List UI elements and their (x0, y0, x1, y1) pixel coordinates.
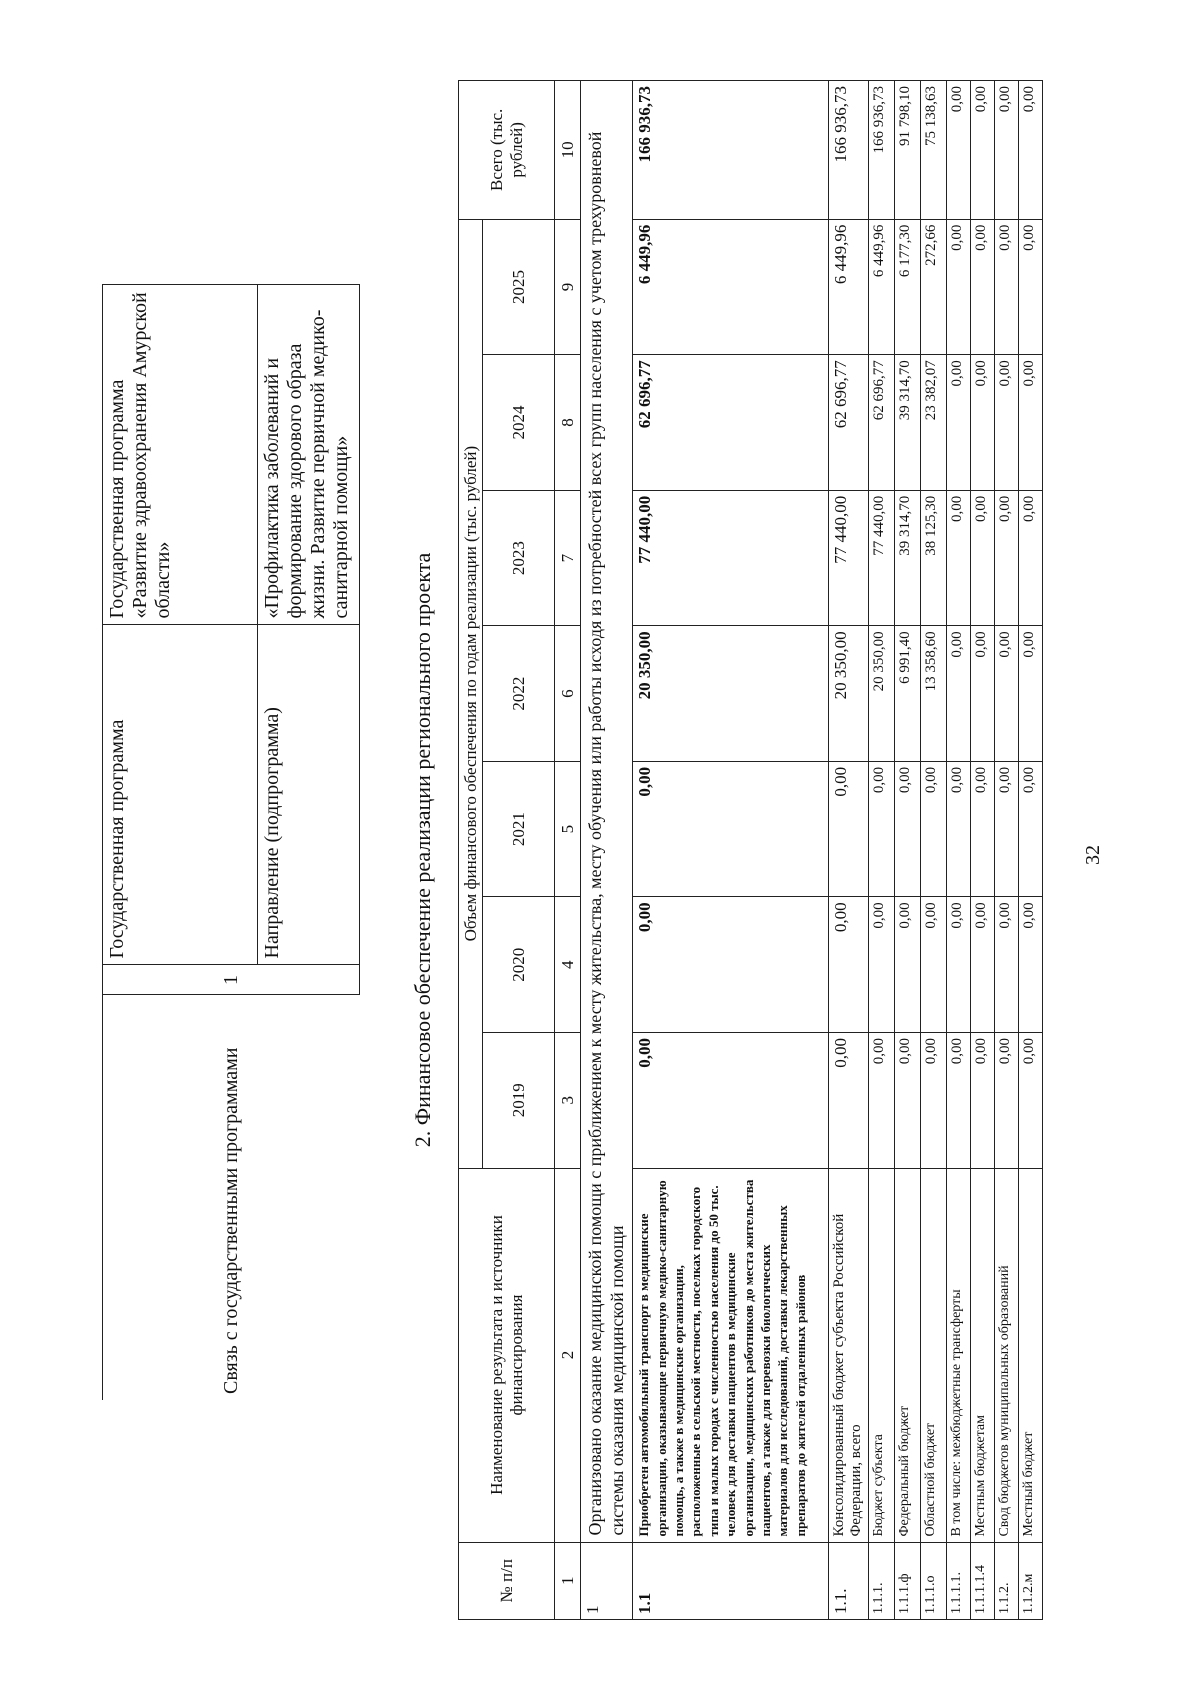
row-value: 38 125,30 (921, 490, 947, 626)
row-num: 1.1. (829, 1542, 869, 1619)
row-value: 20 350,00 (869, 626, 895, 762)
row-value: 0,00 (633, 1032, 829, 1168)
table-row (947, 81, 971, 1620)
row-value: 0,00 (971, 626, 995, 762)
row-value: 0,00 (971, 490, 995, 626)
row-name: В том числе: межбюджетные трансферты (947, 1168, 971, 1542)
row-name: Бюджет субъекта (869, 1168, 895, 1542)
table-row (921, 81, 947, 1620)
table-row (829, 81, 869, 1620)
result-row (633, 81, 829, 1620)
row-value: 0,00 (995, 761, 1019, 897)
row-value: 0,00 (633, 761, 829, 897)
header-total: Всего (тыс. рублей) (459, 81, 555, 220)
header-year: 2021 (483, 761, 555, 897)
column-index: 9 (555, 219, 581, 355)
row-value: 0,00 (1019, 761, 1043, 897)
column-index: 3 (555, 1032, 581, 1168)
header-year: 2024 (483, 355, 555, 491)
row-value: 0,00 (947, 219, 971, 355)
row-value: 0,00 (995, 490, 1019, 626)
row-value: 0,00 (829, 1032, 869, 1168)
row-value: 0,00 (1019, 490, 1043, 626)
row-value: 0,00 (829, 897, 869, 1033)
row-value: 62 696,77 (829, 355, 869, 491)
row-value: 0,00 (895, 897, 921, 1033)
row-num: 1.1.2.м (1019, 1542, 1043, 1619)
row-value: 0,00 (995, 1032, 1019, 1168)
goal-num: 1 (581, 1542, 633, 1619)
row-value: 0,00 (947, 355, 971, 491)
row-value: 6 449,96 (633, 219, 829, 355)
row-value: 0,00 (921, 761, 947, 897)
column-index: 6 (555, 626, 581, 762)
header-name: Наименование результата и источники финансирования (459, 1168, 555, 1542)
row-value: 166 936,73 (829, 81, 869, 220)
row-value: 91 798,10 (895, 81, 921, 220)
table-row (971, 81, 995, 1620)
row-value: 272,66 (921, 219, 947, 355)
row-value: 0,00 (921, 897, 947, 1033)
row-name: Консолидированный бюджет субъекта Российской Федерации, всего (829, 1168, 869, 1542)
section-title: 2. Финансовое обеспечение реализации регионального проекта (410, 552, 435, 1148)
row-value: 0,00 (1019, 897, 1043, 1033)
row-name: Свод бюджетов муниципальных образований (995, 1168, 1019, 1542)
row-value: 6 991,40 (895, 626, 921, 762)
column-index: 5 (555, 761, 581, 897)
row-value: 0,00 (895, 761, 921, 897)
header-volume: Объем финансового обеспечения по годам реализации (тыс. рублей) (459, 219, 483, 1168)
row-value: 6 449,96 (869, 219, 895, 355)
row-value: 0,00 (633, 897, 829, 1033)
header-year: 2019 (483, 1032, 555, 1168)
goal-row (581, 81, 633, 1620)
program-link-value: Государственная программа «Развитие здравоохранения Амурской области» (103, 285, 258, 625)
row-value: 0,00 (971, 1032, 995, 1168)
column-index: 10 (555, 81, 581, 220)
row-value: 0,00 (947, 761, 971, 897)
program-link-key: Направление (подпрограмма) (258, 625, 360, 965)
row-value: 77 440,00 (633, 490, 829, 626)
row-value: 0,00 (971, 761, 995, 897)
row-value: 0,00 (971, 355, 995, 491)
row-value: 20 350,00 (829, 626, 869, 762)
row-value: 39 314,70 (895, 355, 921, 491)
column-index: 8 (555, 355, 581, 491)
row-value: 23 382,07 (921, 355, 947, 491)
column-index: 7 (555, 490, 581, 626)
row-value: 6 449,96 (829, 219, 869, 355)
row-value: 0,00 (971, 81, 995, 220)
table-row (895, 81, 921, 1620)
header-year: 2025 (483, 219, 555, 355)
row-value: 0,00 (971, 897, 995, 1033)
row-value: 75 138,63 (921, 81, 947, 220)
row-value: 20 350,00 (633, 626, 829, 762)
row-value: 0,00 (869, 897, 895, 1033)
header-year: 2023 (483, 490, 555, 626)
program-link-value: «Профилактика заболеваний и формирование здорового образа жизни. Развитие первичной медико-санитарной помощи» (258, 285, 360, 625)
row-value: 13 358,60 (921, 626, 947, 762)
row-value: 39 314,70 (895, 490, 921, 626)
row-value: 0,00 (829, 761, 869, 897)
row-value: 0,00 (947, 897, 971, 1033)
row-name: Местным бюджетам (971, 1168, 995, 1542)
row-value: 0,00 (995, 626, 1019, 762)
row-value: 0,00 (995, 81, 1019, 220)
row-value: 0,00 (869, 1032, 895, 1168)
row-value: 0,00 (1019, 355, 1043, 491)
header-year: 2022 (483, 626, 555, 762)
column-index: 4 (555, 897, 581, 1033)
row-value: 0,00 (921, 1032, 947, 1168)
program-link-key: Государственная программа (103, 625, 258, 965)
header-num: № п/п (459, 1542, 555, 1619)
column-index-row (555, 81, 581, 1620)
row-value: 0,00 (1019, 219, 1043, 355)
goal-text: Организовано оказание медицинской помощи с приближением к месту жительства, месту обучения или работы исходя из потребностей всех групп населения с учетом трехуровневой системы оказания медицинской помощи (581, 81, 633, 1543)
row-value: 62 696,77 (869, 355, 895, 491)
row-value: 0,00 (869, 761, 895, 897)
row-value: 0,00 (995, 355, 1019, 491)
row-value: 6 177,30 (895, 219, 921, 355)
row-name: Местный бюджет (1019, 1168, 1043, 1542)
row-value: 0,00 (1019, 626, 1043, 762)
table-row (995, 81, 1019, 1620)
row-num: 1.1 (633, 1542, 829, 1619)
row-name: Областной бюджет (921, 1168, 947, 1542)
program-link-label: Связь с государственными программами (103, 995, 360, 1400)
row-value: 0,00 (995, 897, 1019, 1033)
row-value: 166 936,73 (633, 81, 829, 220)
row-num: 1.1.1. (869, 1542, 895, 1619)
row-num: 1.1.1.о (921, 1542, 947, 1619)
row-value: 0,00 (971, 219, 995, 355)
page-number: 32 (1082, 845, 1104, 865)
row-value: 77 440,00 (869, 490, 895, 626)
row-value: 0,00 (1019, 81, 1043, 220)
row-name: Федеральный бюджет (895, 1168, 921, 1542)
row-value: 0,00 (895, 1032, 921, 1168)
financing-table (458, 80, 1043, 1620)
row-value: 0,00 (947, 490, 971, 626)
row-num: 1.1.1.1. (947, 1542, 971, 1619)
header-year: 2020 (483, 897, 555, 1033)
program-link-number: 1 (103, 965, 360, 995)
row-name: Приобретен автомобильный транспорт в медицинские организации, оказывающие первичную медико-санитарную помощь, а также в медицинские организации, расположенные в сельской местности, поселках городского типа и малых городах с численностью населения до 50 тыс. человек для доставки пациентов в медицинские организации, медицинских работников до места жительства пациентов, а также для перевозки биологических материалов для исследований, доставки лекарственных препаратов до жителей отдаленных районов (633, 1168, 829, 1542)
row-value: 0,00 (1019, 1032, 1043, 1168)
column-index: 1 (555, 1542, 581, 1619)
row-num: 1.1.2. (995, 1542, 1019, 1619)
row-num: 1.1.1.ф (895, 1542, 921, 1619)
table-row (869, 81, 895, 1620)
row-value: 62 696,77 (633, 355, 829, 491)
row-num: 1.1.1.1.4 (971, 1542, 995, 1619)
row-value: 0,00 (947, 626, 971, 762)
row-value: 0,00 (995, 219, 1019, 355)
column-index: 2 (555, 1168, 581, 1542)
row-value: 0,00 (947, 1032, 971, 1168)
row-value: 77 440,00 (829, 490, 869, 626)
row-value: 0,00 (947, 81, 971, 220)
program-link-table (102, 285, 360, 1401)
table-row (1019, 81, 1043, 1620)
row-value: 166 936,73 (869, 81, 895, 220)
